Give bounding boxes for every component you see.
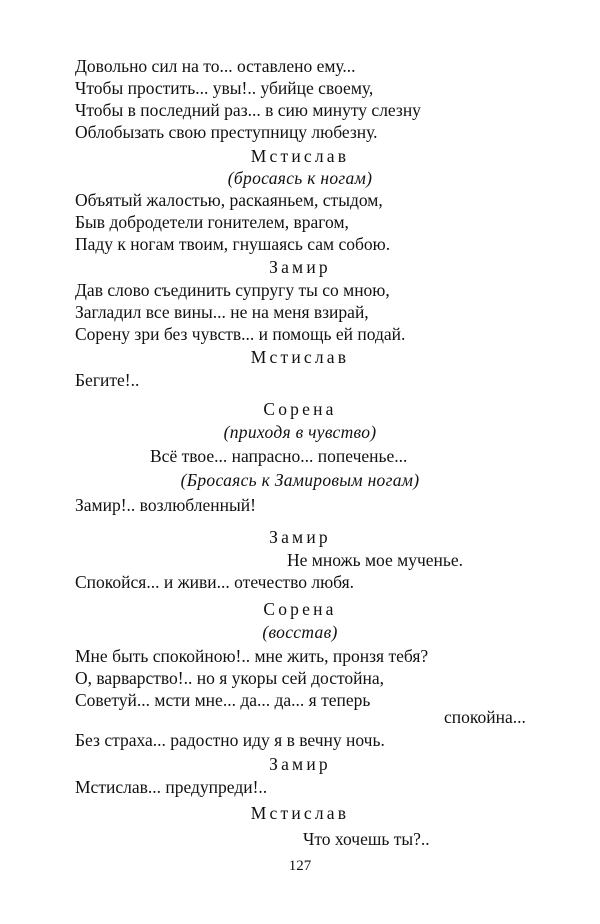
verse-line: Объятый жалостью, раскаяньем, стыдом,: [75, 190, 383, 210]
verse-line: Загладил все вины... не на меня взирай,: [75, 302, 369, 322]
verse-line: спокойна...: [444, 707, 526, 727]
stage-direction: (Бросаясь к Замировым ногам): [180, 470, 420, 490]
verse-line: Довольно сил на то... оставлено ему...: [75, 56, 356, 76]
verse-line: Замир!.. возлюбленный!: [75, 495, 256, 515]
speaker-name: Замир: [269, 257, 331, 277]
page-number: 127: [288, 858, 312, 874]
speaker-name: Мстислав: [250, 803, 350, 823]
verse-line: Бегите!..: [75, 370, 140, 390]
verse-line: Облобызать свою преступницу любезну.: [75, 122, 378, 142]
verse-line: Чтобы в последний раз... в сию минуту слезну: [75, 100, 421, 120]
verse-line: Что хочешь ты?..: [303, 829, 430, 849]
verse-line: Советуй... мсти мне... да... да... я теперь: [75, 690, 371, 710]
speaker-name: Сорена: [263, 399, 337, 419]
verse-line: Чтобы простить... увы!.. убийце своему,: [75, 78, 374, 98]
stage-direction: (бросаясь к ногам): [227, 168, 373, 188]
speaker-name: Замир: [269, 527, 331, 547]
verse-line: Не множь мое мученье.: [287, 550, 464, 570]
verse-line: О, варварство!.. но я укоры сей достойна,: [75, 668, 385, 688]
verse-line: Всё твое... напрасно... попеченье...: [150, 446, 408, 466]
verse-line: Мне быть спокойною!.. мне жить, пронзя тебя?: [75, 646, 429, 666]
verse-line: Паду к ногам твоим, гнушаясь сам собою.: [75, 234, 391, 254]
verse-line: Спокойся... и живи... отечество любя.: [75, 572, 355, 592]
verse-line: Мстислав... предупреди!..: [75, 777, 268, 797]
speaker-name: Мстислав: [250, 347, 350, 367]
verse-line: Без страха... радостно иду я в вечну ночь.: [75, 730, 385, 750]
speaker-name: Мстислав: [250, 146, 350, 166]
verse-line: Сорену зри без чувств... и помощь ей подай.: [75, 324, 406, 344]
stage-direction: (восстав): [262, 622, 338, 642]
stage-direction: (приходя в чувство): [223, 422, 377, 442]
verse-line: Дав слово съединить супругу ты со мною,: [75, 280, 390, 300]
speaker-name: Замир: [269, 754, 331, 774]
speaker-name: Сорена: [263, 599, 337, 619]
verse-line: Быв добродетели гонителем, врагом,: [75, 212, 349, 232]
